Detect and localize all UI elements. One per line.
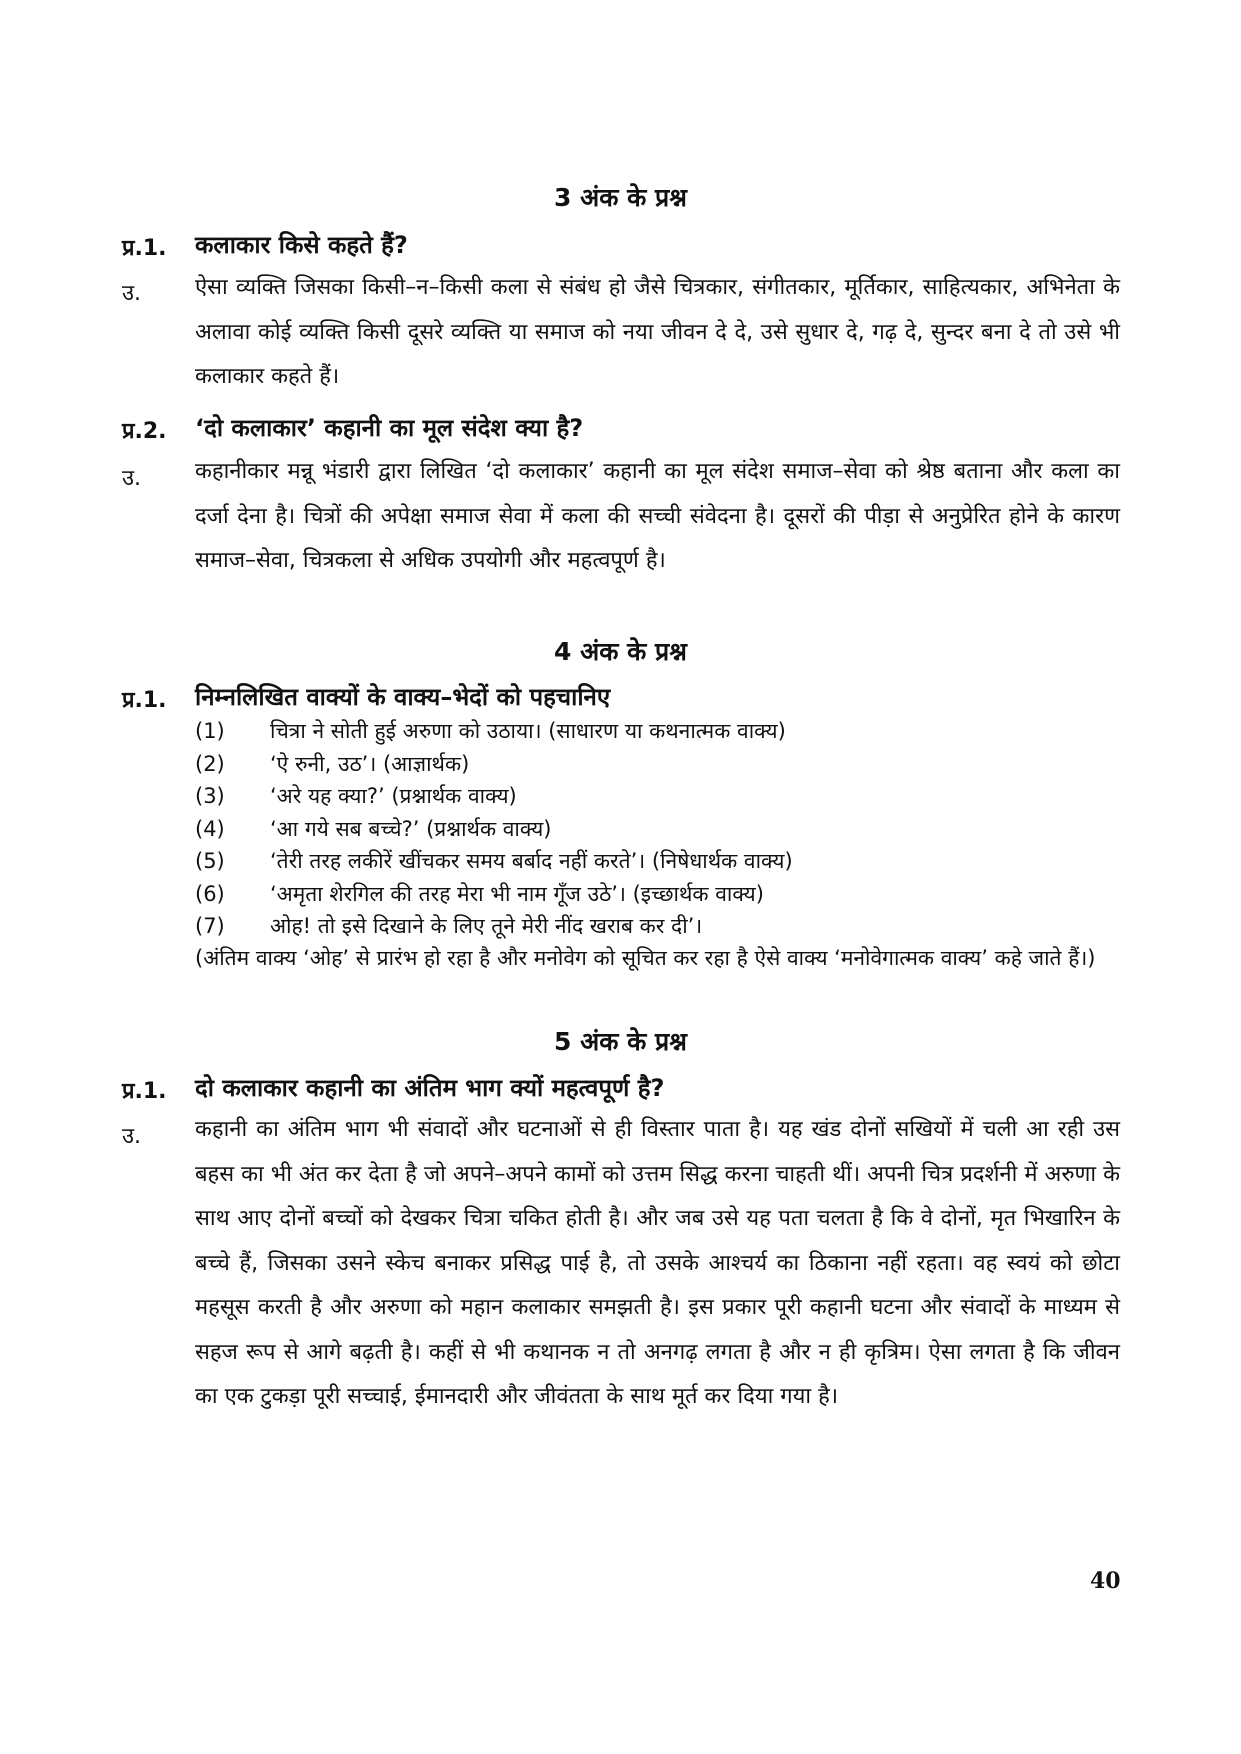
question-text: कलाकार किसे कहते हैं?	[195, 231, 408, 259]
answer-label: उ.	[122, 1124, 142, 1149]
answer-label: उ.	[122, 281, 142, 306]
page-number: 40	[1090, 1568, 1121, 1594]
list-note: (अंतिम वाक्य ‘ओह’ से प्रारंभ हो रहा है और मनोवेग को सूचित कर रहा है ऐसे वाक्य ‘मनोवेगात्मक वाक्य’ कहे जाते हैं।)	[195, 945, 1096, 970]
list-number: (7)	[195, 914, 225, 938]
section-heading-4-marks: 4 अंक के प्रश्न	[554, 637, 687, 666]
list-item-text: ‘तेरी तरह लकीरें खींचकर समय बर्बाद नहीं करते’। (निषेधार्थक वाक्य)	[270, 849, 793, 873]
question-label: प्र.1.	[122, 688, 167, 713]
list-number: (6)	[195, 881, 225, 906]
list-number: (3)	[195, 784, 225, 808]
list-item-text: चित्रा ने सोती हुई अरुणा को उठाया। (साधारण या कथनात्मक वाक्य)	[270, 719, 786, 743]
list-item	[195, 813, 1120, 846]
list-item-text: ‘अरे यह क्या?’ (प्रश्नार्थक वाक्य)	[270, 784, 517, 808]
question-label: प्र.2.	[122, 419, 167, 444]
list-item-text: ‘ऐ रुनी, उठ’। (आज्ञार्थक)	[270, 751, 470, 776]
list-item	[195, 878, 1120, 911]
list-item	[195, 910, 1120, 943]
list-number: (5)	[195, 849, 225, 873]
sentence-type-list	[195, 715, 1120, 973]
question-text: निम्नलिखित वाक्यों के वाक्य–भेदों को पहचानिए	[195, 683, 611, 711]
list-item	[195, 715, 1120, 748]
section-heading-3-marks: 3 अंक के प्रश्न	[554, 183, 687, 212]
answer-text: कहानीकार मन्नू भंडारी द्वारा लिखित ‘दो कलाकार’ कहानी का मूल संदेश समाज–सेवा को श्रेष्ठ बताना और कला का दर्जा देना है। चित्रों की अपेक्षा समाज सेवा में कला की सच्ची संवेदना है। दूसरों की पीड़ा से अनुप्रेरित होने के कारण समाज–सेवा, चित्रकला से अधिक उपयोगी और महत्वपूर्ण है।	[195, 459, 1120, 573]
answer-text: कहानी का अंतिम भाग भी संवादों और घटनाओं से ही विस्तार पाता है। यह खंड दोनों सखियों में चली आ रही उस बहस का भी अंत कर देता है जो अपने–अपने कामों को उत्तम सिद्ध करना चाहती थीं। अपनी चित्र प्रदर्शनी में अरुणा के साथ आए दोनों बच्चों को देखकर चित्रा चकित होती है। और जब उसे यह पता चलता है कि वे दोनों, मृत भिखारिन के बच्चे हैं, जिसका उसने स्केच बनाकर प्रसिद्ध पाई है, तो उसके आश्चर्य का ठिकाना नहीं रहता। वह स्वयं को छोटा महसूस करती है और अरुणा को महान कलाकार समझती है। इस प्रकार पूरी कहानी घटना और संवादों के माध्यम से सहज रूप से आगे बढ़ती है। कहीं से भी कथानक न तो अनगढ़ लगता है और न ही कृत्रिम। ऐसा लगता है कि जीवन का एक टुकड़ा पूरी सच्चाई, ईमानदारी और जीवंतता के साथ मूर्त कर दिया गया है।	[195, 1117, 1120, 1409]
list-item	[195, 748, 1120, 781]
question-label: प्र.1.	[122, 1079, 167, 1104]
list-item	[195, 845, 1120, 878]
list-item-text: ‘आ गये सब बच्चे?’ (प्रश्नार्थक वाक्य)	[270, 816, 552, 841]
question-text: दो कलाकार कहानी का अंतिम भाग क्यों महत्वपूर्ण है?	[195, 1074, 665, 1102]
list-number: (4)	[195, 816, 225, 841]
question-label: प्र.1.	[122, 236, 167, 261]
answer-text: ऐसा व्यक्ति जिसका किसी–न–किसी कला से संबंध हो जैसे चित्रकार, संगीतकार, मूर्तिकार, साहित्यकार, अभिनेता के अलावा कोई व्यक्ति किसी दूसरे व्यक्ति या समाज को नया जीवन दे दे, उसे सुधार दे, गढ़ दे, सुन्दर बना दे तो उसे भी कलाकार कहते हैं।	[195, 275, 1120, 389]
list-item	[195, 780, 1120, 813]
answer-label: उ.	[122, 466, 142, 491]
list-item-text: ओह! तो इसे दिखाने के लिए तूने मेरी नींद खराब कर दी’।	[270, 914, 703, 938]
list-number: (1)	[195, 719, 225, 743]
question-text: ‘दो कलाकार’ कहानी का मूल संदेश क्या है?	[195, 414, 584, 442]
section-heading-5-marks: 5 अंक के प्रश्न	[554, 1027, 687, 1056]
list-number: (2)	[195, 751, 225, 776]
list-item-text: ‘अमृता शेरगिल की तरह मेरा भी नाम गूँज उठे’। (इच्छार्थक वाक्य)	[270, 881, 764, 906]
